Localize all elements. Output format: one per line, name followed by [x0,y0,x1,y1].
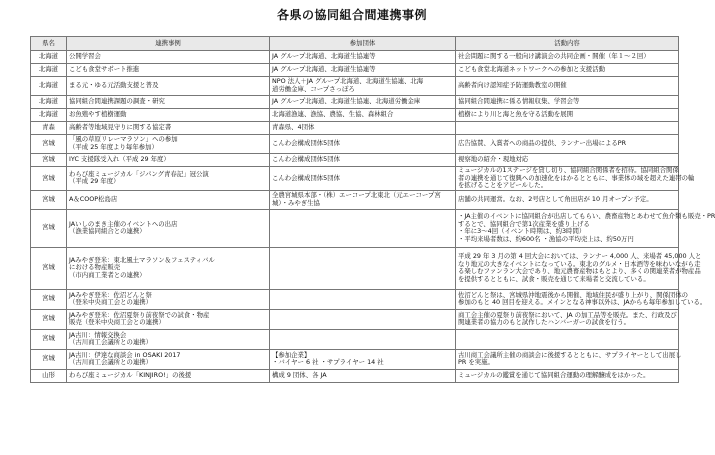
cell-activity [456,329,679,349]
cell-prefecture: 青森 [31,122,67,135]
cell-activity-line: 関連業者の協力のもと試作したハンバーガーの試食を行う。 [458,318,630,327]
cell-organizations-line: 青森県、4団体 [272,123,315,132]
cell-case-line: A＆COOP松島店 [69,194,118,203]
cell-activity-line: 社会問題に関する一般向け講演会の共同企画・開催（年１～２回） [458,52,650,61]
table-row [31,64,679,77]
cell-prefecture: 北海道 [31,64,67,77]
table-row [31,190,679,209]
cell-prefecture: 宮城 [31,329,67,349]
cell-organizations-line: JA グループ北海道、北海道生協連等 [272,65,376,74]
cell-case-line: わらび座ミュージカル「ジパング青春記」冠公演 [69,169,209,178]
cell-case [67,349,270,369]
table-row [31,135,679,154]
table-row [31,96,679,109]
cell-case [67,329,270,349]
cell-activity [456,190,679,209]
cell-organizations-line: JA グループ北海道、北海道生協連、北海道労働金庫 [272,97,421,106]
cell-case-line: （市内商工業者との連携） [69,271,146,280]
cell-activity [456,77,679,96]
cell-prefecture: 宮城 [31,167,67,191]
cell-organizations-line: JA グループ北海道、北海道生協連等 [272,52,376,61]
cell-case-line: 公開学習会 [69,52,101,61]
cell-prefecture: 宮城 [31,154,67,167]
cell-organizations-line: 道労働金庫、コープさっぽろ [272,85,355,93]
cell-organizations-line: 全農宮城県本部・（株）エーコープ北東北（元エーコープ宮 [272,191,441,200]
cell-organizations [270,167,456,191]
cell-case-line: （登米中央商工会との連携） [69,298,153,307]
cell-activity-line: ミュージカルの1ステージを貸し切り、協同組合関係者を招待。協同組合関係 [458,166,679,174]
cell-activity-line: ・JA主催のイベントに協同組合が出店してもらい、農畜産物とあわせて魚介類も販売・PR [458,212,715,221]
cell-activity-line: 植樹により川と海と魚を守る活動を展開 [458,110,574,119]
cell-activity [456,247,702,289]
table-row [31,349,679,369]
cell-activity-line: 商工会主催の夏祭り前夜祭において、JA の加工品等を販売。また、行政及び [458,310,677,319]
cell-activity [456,289,707,309]
cell-activity [456,109,679,122]
cell-activity-line: を提供するとともに、試食・販売を通じて来場者と交流している。 [458,274,650,283]
header-organizations: 参加団体 [270,37,456,51]
table-row [31,167,679,191]
cell-case-line: JAみやぎ登米：佐沼どんと祭 [69,290,152,299]
cell-activity [456,135,679,154]
cell-activity-line: を拡げることをアピールした。 [458,181,548,190]
cell-organizations [270,51,456,64]
cell-case-line: 協同組合間連携課題の調査・研究 [69,97,165,106]
cell-case-line: 「風の草原リレーマラソン」への参加 [69,135,178,144]
cell-activity-line: ・平均来場者数は、約600名 ・漁協の平均売上は、約50万円 [458,234,634,243]
cases-table [30,36,715,383]
cell-activity-line: 者の連携を通じて復興への加速化をはかるとともに、事業体の域を超えた連帯の輪 [458,173,695,182]
table-row [31,51,679,64]
cell-case [67,190,270,209]
table-body [31,51,715,383]
table-row [31,154,679,167]
cell-organizations [270,209,456,247]
cell-case [67,247,270,289]
cell-activity-line: PR を実施。 [458,358,494,367]
cell-case-line: における物産販売 [69,263,121,272]
cell-prefecture: 北海道 [31,51,67,64]
cell-organizations [270,289,456,309]
cell-case [67,135,270,154]
cell-prefecture: 宮城 [31,309,67,329]
cell-prefecture: 北海道 [31,109,67,122]
cell-activity [456,349,682,369]
cell-organizations-line: 構成 9 団体、各 JA [272,370,327,379]
cell-organizations [270,122,456,135]
cell-case [67,154,270,167]
cell-case-line: JAみやぎ登米：佐沼夏祭り前夜祭での試食・物産 [69,310,210,319]
cell-activity-line: 店舗の共同運営。なお、2号店として角田店が 10 月オープン予定。 [458,194,653,203]
cell-activity [456,369,679,382]
cell-organizations [270,190,456,209]
cell-activity-line: するとで、協同組合で第1次産業を盛り上げる [458,219,590,228]
table-row [31,77,679,96]
page-title: 各県の協同組合間連携事例 [276,8,427,22]
cell-case-line: わらび座ミュージカル「KINJIRO!」の後援 [69,370,192,379]
cell-activity [456,309,679,329]
cell-activity [456,51,679,64]
cell-organizations [270,64,456,77]
cell-case-line: JA古川：伊達な商談会 in OSAKI 2017 [69,350,181,359]
cell-prefecture: 宮城 [31,135,67,154]
cell-activity-line: る楽しむファンラン大会であり、地元農畜産物はもとより、多くの関連業者が物産品 [458,267,701,276]
cell-case-line: JAみやぎ登米：東北風土マラソン＆フェスティバル [69,255,215,264]
cell-activity-line: 広告協賛、入賞者への商品の提供、ランナー出場によるPR [458,139,627,148]
cell-organizations-line: NPO 法人＋JA グループ北海道、北海道生協連、北海 [272,77,424,86]
cell-case-line: （漁業協同組合との連携） [69,227,146,236]
cell-prefecture: 宮城 [31,289,67,309]
cell-case-line: 高齢者等地域見守りに関する協定書 [69,123,172,132]
header-prefecture: 県名 [31,37,67,51]
cell-organizations-line: こんわ会構成団体5団体 [272,155,340,164]
cell-case-line: JA古川：情報交換会 [69,330,127,339]
cell-case [67,167,270,191]
cell-organizations [270,329,456,349]
cell-organizations [270,135,456,154]
cell-organizations-line: 城）・みやぎ生協 [272,198,320,207]
cell-activity [456,209,715,247]
cell-activity-line: 参加のもと 40 回目を迎える。メインとなる神事以外は、JAからも毎年参加している。 [458,298,707,307]
cell-prefecture: 宮城 [31,247,67,289]
table-row [31,109,679,122]
cell-case-line: （平成 25 年度より毎年参加） [69,143,158,151]
table-row [31,369,679,382]
header-activity: 活動内容 [456,37,679,51]
cell-activity-line: ・年に3～4回（イベント時期は、約3時間） [458,227,586,236]
cell-organizations-line: 北海道漁連、漁協、農協、生協、森林組合 [272,110,394,119]
cell-organizations-line: こんわ会構成団体5団体 [272,139,340,148]
cell-organizations [270,96,456,109]
cell-case [67,96,270,109]
cell-prefecture: 宮城 [31,209,67,247]
cell-activity [456,166,695,191]
header-case: 連携事例 [67,37,270,51]
table-row [31,289,679,309]
cell-case-line: （平成 29 年度） [69,177,120,186]
table-row [31,309,679,329]
cell-case-line: お魚殖やす植樹運動 [69,110,127,119]
cell-case [67,289,270,309]
cell-prefecture: 北海道 [31,77,67,96]
cell-case-line: こども食堂サポート推進 [69,65,140,74]
table-row [31,122,679,135]
cell-prefecture: 山形 [31,369,67,382]
cell-organizations-line: ・バイヤー 6 社 ・サプライヤー 14 社 [272,358,384,367]
cell-activity [456,154,679,167]
table-header-row [31,37,679,51]
cell-case-line: まる元・ゆる元活動支援と普及 [69,81,159,90]
cell-activity-line: 高齢者向け認知症予防運動教室の開催 [458,81,567,90]
cell-activity [456,64,679,77]
cell-activity [456,96,679,109]
cell-organizations [270,154,456,167]
cell-case-line: （古川商工会議所との連携） [69,338,153,347]
cell-case [67,77,270,96]
cell-case-line: JAいしのまき主催のイベントへの出店 [69,219,178,228]
cell-activity [456,122,679,135]
cell-organizations [270,349,456,369]
cell-case [67,369,270,382]
cell-prefecture: 北海道 [31,96,67,109]
cell-organizations [270,369,456,382]
cell-prefecture: 宮城 [31,190,67,209]
cell-case-line: IYC 支援隊受入れ（平成 29 年度） [69,155,170,164]
cell-case [67,51,270,64]
cell-case-line: （古川商工会議所との連携） [69,358,153,367]
table-row [31,209,679,247]
cell-case [67,122,270,135]
cell-activity-line: 古川商工会議所主催の商談会に後援するとともに、サプライヤーとして出展し [458,350,682,359]
cell-activity-line: こども食堂北海道ネットワークへの参加と支援活動 [458,65,605,74]
cell-activity-line: 協同組合間連携に係る情報収集、学習会等 [458,97,580,106]
cell-case [67,209,270,247]
table-row [31,247,679,289]
cell-case [67,309,270,329]
cell-activity-line: 佐沼どんと祭は、宮城県沖地震後から開催、地域住民が盛り上がり、関係団体の [458,290,689,299]
cell-organizations-line: 【参加企業】 [272,350,311,359]
cell-activity-line: なり地元の大きなイベントになっている。東北のグルメ・日本酒等を味わいながら走 [458,259,701,268]
cell-case [67,109,270,122]
cell-organizations [270,77,456,96]
cell-activity-line: 視察地の紹介・現地対応 [458,155,529,164]
cell-prefecture: 宮城 [31,349,67,369]
cell-case [67,64,270,77]
cell-organizations [270,109,456,122]
cell-case-line: 販売（登米中央商工会との連携） [69,318,165,327]
cell-activity-line: 平成 29 年 3 月の第 4 回大会においては、ランナー 4,000 人、来場者 45,000 人と [458,252,702,261]
cell-organizations [270,247,456,289]
cell-organizations-line: こんわ会構成団体5団体 [272,173,340,182]
table-row [31,329,679,349]
cell-activity-line: ミュージカルの鑑賞を通じて協同組合運動の理解醸成をはかった。 [458,370,650,379]
cell-organizations [270,309,456,329]
